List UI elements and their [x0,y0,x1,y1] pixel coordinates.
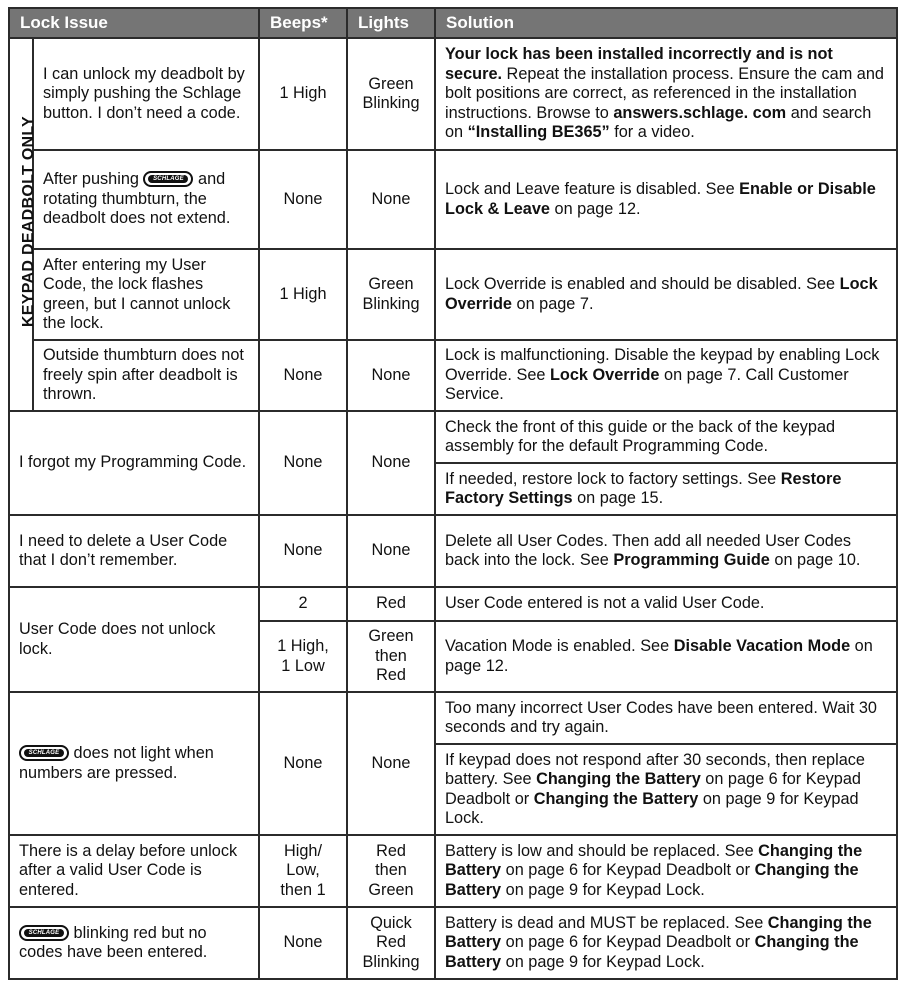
lights-cell: None [347,150,435,249]
header-row [9,8,897,38]
issue-cell: After entering my User Code, the lock flashes green, but I cannot unlock the lock. [33,249,259,340]
solution-cell: Lock and Leave feature is disabled. See Enable or Disable Lock & Leave on page 12. [435,150,897,249]
issue-cell: I forgot my Programming Code. [9,411,259,515]
lights-cell: None [347,340,435,411]
solution-cell: Battery is dead and MUST be replaced. See Changing the Battery on page 6 for Keypad Deadbolt or Changing the Battery on page 9 for Keypad Lock. [435,907,897,979]
schlage-button-icon: SCHLAGE [143,171,193,187]
table-row [9,692,897,744]
table-row [9,907,897,979]
solution-cell: Lock Override is enabled and should be disabled. See Lock Override on page 7. [435,249,897,340]
beeps-cell: None [259,150,347,249]
header-lock-issue: Lock Issue [9,8,259,38]
lights-cell: None [347,515,435,587]
section-label-cell [9,38,37,411]
table-row [9,340,897,411]
issue-cell: SCHLAGE does not light when numbers are pressed. [9,692,259,835]
issue-cell: User Code does not unlock lock. [9,587,259,692]
troubleshooting-table [8,7,898,980]
table-row [9,150,897,249]
solution-cell: Vacation Mode is enabled. See Disable Vacation Mode on page 12. [435,621,897,692]
lights-cell: Red [347,587,435,621]
solution-cell: If needed, restore lock to factory settings. See Restore Factory Settings on page 15. [435,463,897,515]
solution-cell: If keypad does not respond after 30 seconds, then replace battery. See Changing the Battery on page 6 for Keypad Deadbolt or Changing the Battery on page 9 for Keypad Lock. [435,744,897,835]
header-beeps: Beeps* [259,8,347,38]
beeps-cell: High/ Low, then 1 [259,835,347,907]
table-row [9,835,897,907]
solution-cell: Check the front of this guide or the back of the keypad assembly for the default Programming Code. [435,411,897,463]
lights-cell: Green Blinking [347,38,435,150]
header-lights: Lights [347,8,435,38]
lights-cell: Quick Red Blinking [347,907,435,979]
header-solution: Solution [435,8,897,38]
beeps-cell: 1 High [259,38,347,150]
beeps-cell: None [259,515,347,587]
beeps-cell: 2 [259,587,347,621]
lights-cell: Red then Green [347,835,435,907]
issue-cell: I need to delete a User Code that I don’t remember. [9,515,259,587]
schlage-button-icon: SCHLAGE [19,745,69,761]
solution-cell: Lock is malfunctioning. Disable the keypad by enabling Lock Override. See Lock Override on page 7. Call Customer Service. [435,340,897,411]
lights-cell: Green then Red [347,621,435,692]
solution-cell: Your lock has been installed incorrectly and is not secure. Repeat the installation process. Ensure the cam and bolt positions are correct, as referenced in the installation instructions. Browse to answers.schlage. com and search on “Installing BE365” for a video. [435,38,897,150]
section-label-keypad-deadbolt-only: KEYPAD DEADBOLT ONLY [20,116,37,328]
table-row [9,587,897,621]
schlage-button-icon: SCHLAGE [19,925,69,941]
lights-cell: None [347,692,435,835]
issue-cell: SCHLAGE blinking red but no codes have been entered. [9,907,259,979]
issue-cell: After pushing SCHLAGE and rotating thumbturn, the deadbolt does not extend. [33,150,259,249]
solution-cell: User Code entered is not a valid User Code. [435,587,897,621]
beeps-cell: None [259,907,347,979]
solution-cell: Delete all User Codes. Then add all needed User Codes back into the lock. See Programming Guide on page 10. [435,515,897,587]
lights-cell: None [347,411,435,515]
beeps-cell: 1 High [259,249,347,340]
beeps-cell: 1 High, 1 Low [259,621,347,692]
issue-cell: Outside thumbturn does not freely spin after deadbolt is thrown. [33,340,259,411]
beeps-cell: None [259,692,347,835]
beeps-cell: None [259,340,347,411]
issue-cell: There is a delay before unlock after a valid User Code is entered. [9,835,259,907]
solution-cell: Battery is low and should be replaced. See Changing the Battery on page 6 for Keypad Deadbolt or Changing the Battery on page 9 for Keypad Lock. [435,835,897,907]
issue-cell: I can unlock my deadbolt by simply pushing the Schlage button. I don’t need a code. [33,38,259,150]
lights-cell: Green Blinking [347,249,435,340]
table-row [9,411,897,463]
table-row [9,515,897,587]
solution-cell: Too many incorrect User Codes have been entered. Wait 30 seconds and try again. [435,692,897,744]
table-row [9,249,897,340]
table-row [9,38,897,150]
beeps-cell: None [259,411,347,515]
